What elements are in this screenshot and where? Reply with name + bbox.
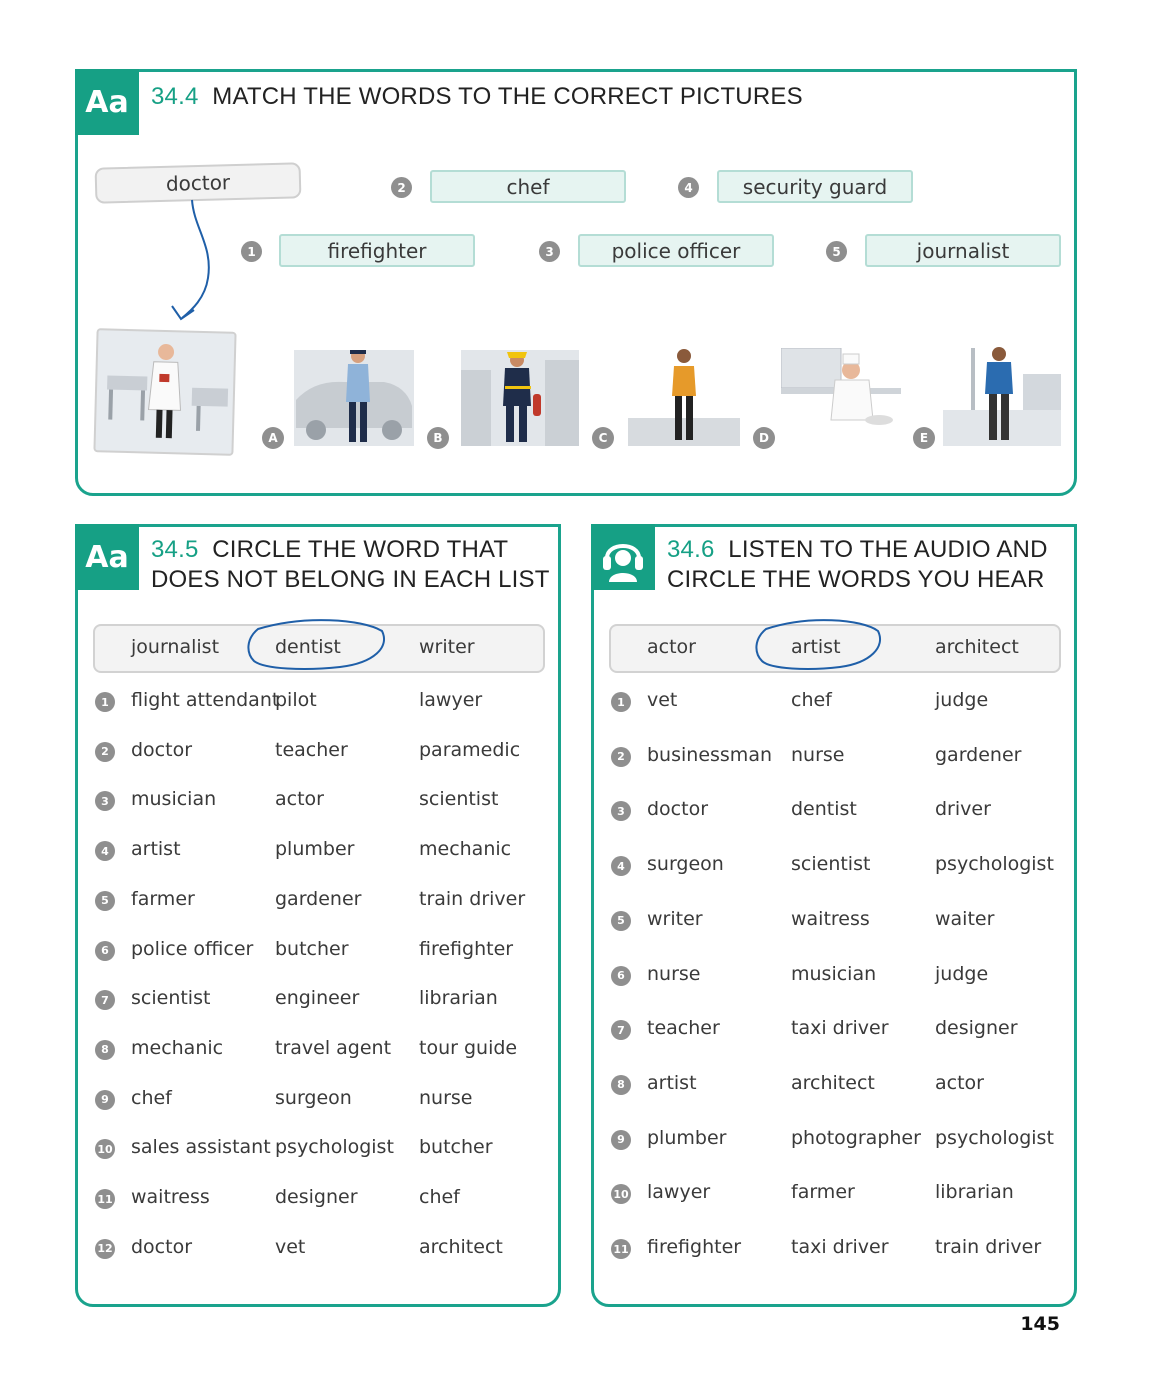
row-number-6: 6 [611,966,631,986]
picture-e-security-guard [943,344,1061,446]
list-word[interactable]: mechanic [419,838,512,861]
row-number-8: 8 [95,1040,115,1060]
list-word[interactable]: waiter [935,907,995,930]
list-word[interactable]: pilot [275,689,317,711]
list-word[interactable]: chef [131,1086,172,1109]
list-word[interactable]: teacher [647,1017,720,1040]
row-number-10: 10 [611,1184,631,1204]
list-word[interactable]: farmer [791,1181,855,1204]
picture-b-firefighter [461,350,579,446]
picture-a-police-officer [294,350,414,446]
list-word[interactable]: vet [647,689,678,711]
list-word[interactable]: psychologist [275,1136,394,1159]
example-word: writer [419,636,475,658]
word-number-1: 1 [241,241,262,262]
list-word[interactable]: teacher [275,738,348,761]
exercise-34-5-panel [75,524,561,1307]
list-word[interactable]: sales assistant [131,1136,271,1159]
row-number-2: 2 [611,747,631,767]
picture-letter-d: D [753,427,775,449]
list-word[interactable]: actor [275,788,324,811]
row-number-5: 5 [611,911,631,931]
row-number-9: 9 [95,1090,115,1110]
page-number: 145 [1020,1313,1060,1335]
list-word[interactable]: waitress [131,1186,210,1208]
list-word[interactable]: businessman [647,743,773,766]
exercise-34-4-panel [75,69,1077,496]
row-number-1: 1 [611,692,631,712]
word-number-3: 3 [539,241,560,262]
picture-c-journalist [628,344,740,446]
example-circle [752,619,884,677]
word-box-chef: chef [430,170,626,203]
row-number-4: 4 [611,856,631,876]
row-number-10: 10 [95,1139,115,1159]
exercise-34-6-panel [591,524,1077,1307]
word-number-5: 5 [826,241,847,262]
list-word[interactable]: police officer [131,937,254,960]
list-word[interactable]: engineer [275,987,360,1010]
picture-d-chef [781,348,901,446]
list-word[interactable]: actor [935,1071,984,1094]
example-word-doctor: doctor [95,162,302,203]
row-number-11: 11 [611,1239,631,1259]
list-word[interactable]: waitress [791,907,870,930]
list-word[interactable]: paramedic [419,738,521,761]
row-number-7: 7 [611,1020,631,1040]
list-word[interactable]: judge [935,689,989,711]
list-word[interactable]: lawyer [647,1181,711,1204]
list-word[interactable]: scientist [791,853,871,876]
exercise-34-5-title: 34.5 CIRCLE THE WORD THAT DOES NOT BELONG IN EACH LIST [151,536,550,593]
example-word: actor [647,636,696,658]
list-word[interactable]: driver [935,798,991,821]
row-number-12: 12 [95,1239,115,1259]
list-word[interactable]: taxi driver [791,1236,889,1258]
row-number-5: 5 [95,891,115,911]
list-word[interactable]: surgeon [647,853,724,876]
list-word[interactable]: chef [791,689,832,711]
picture-letter-c: C [592,427,614,449]
row-number-3: 3 [611,801,631,821]
list-word[interactable]: nurse [647,962,701,985]
list-word[interactable]: architect [419,1235,503,1258]
example-arrow [168,198,218,328]
vocabulary-badge: Aa [75,69,139,135]
picture-letter-e: E [913,427,935,449]
list-word[interactable]: musician [131,788,217,811]
word-box-firefighter: firefighter [279,234,475,267]
word-box-security-guard: security guard [717,170,913,203]
picture-letter-a: A [262,427,284,449]
row-number-9: 9 [611,1130,631,1150]
list-word[interactable]: vet [275,1235,306,1258]
list-word[interactable]: taxi driver [791,1017,889,1040]
list-word[interactable]: firefighter [647,1236,742,1258]
list-word[interactable]: psychologist [935,853,1054,876]
list-word[interactable]: architect [791,1071,875,1094]
list-word[interactable]: judge [935,962,989,985]
list-word[interactable]: train driver [935,1236,1042,1258]
list-word[interactable]: scientist [419,788,499,811]
listening-badge [591,524,655,590]
row-number-4: 4 [95,841,115,861]
list-word[interactable]: travel agent [275,1036,392,1059]
list-word[interactable]: doctor [131,1235,193,1258]
row-number-7: 7 [95,990,115,1010]
list-word[interactable]: photographer [791,1126,921,1149]
exercise-34-4-title: 34.4 MATCH THE WORDS TO THE CORRECT PICTURES [151,83,803,110]
word-box-journalist: journalist [865,234,1061,267]
list-word[interactable]: firefighter [419,937,514,960]
list-word[interactable]: nurse [419,1086,473,1109]
picture-letter-b: B [427,427,449,449]
list-word[interactable]: artist [131,838,181,861]
vocabulary-badge: Aa [75,524,139,590]
list-word[interactable]: butcher [275,937,349,960]
list-word[interactable]: lawyer [419,689,483,711]
row-number-1: 1 [95,692,115,712]
list-word[interactable]: doctor [131,738,193,761]
row-number-8: 8 [611,1075,631,1095]
row-number-11: 11 [95,1189,115,1209]
example-word-circled: dentist [275,636,341,658]
list-word[interactable]: scientist [131,987,211,1010]
row-number-3: 3 [95,791,115,811]
list-word[interactable]: gardener [275,887,362,910]
word-number-2: 2 [391,177,412,198]
word-box-police-officer: police officer [578,234,774,267]
list-word[interactable]: writer [647,907,703,930]
list-word[interactable]: plumber [647,1126,727,1149]
example-word: journalist [131,636,220,658]
list-word[interactable]: butcher [419,1136,493,1159]
list-word[interactable]: plumber [275,838,355,861]
list-word[interactable]: mechanic [131,1036,224,1059]
row-number-6: 6 [95,941,115,961]
list-word[interactable]: chef [419,1186,460,1208]
example-word: architect [935,636,1019,658]
list-word[interactable]: psychologist [935,1126,1054,1149]
row-number-2: 2 [95,742,115,762]
list-word[interactable]: musician [791,962,877,985]
list-word[interactable]: tour guide [419,1036,518,1059]
doctor-picture [93,328,236,456]
list-word[interactable]: artist [647,1071,697,1094]
example-word-circled: artist [791,636,841,658]
list-word[interactable]: designer [935,1017,1018,1040]
list-word[interactable]: designer [275,1186,358,1208]
list-word[interactable]: nurse [791,743,845,766]
list-word[interactable]: farmer [131,887,195,910]
list-word[interactable]: librarian [935,1181,1014,1204]
list-word[interactable]: flight attendant [131,689,280,711]
example-circle [244,619,388,677]
list-word[interactable]: librarian [419,987,498,1010]
list-word[interactable]: gardener [935,743,1022,766]
word-number-4: 4 [678,177,699,198]
list-word[interactable]: dentist [791,798,857,821]
list-word[interactable]: train driver [419,887,526,910]
exercise-34-6-title: 34.6 LISTEN TO THE AUDIO AND CIRCLE THE WORDS YOU HEAR [667,536,1048,593]
list-word[interactable]: surgeon [275,1086,352,1109]
headphones-icon [601,532,645,582]
list-word[interactable]: doctor [647,798,709,821]
